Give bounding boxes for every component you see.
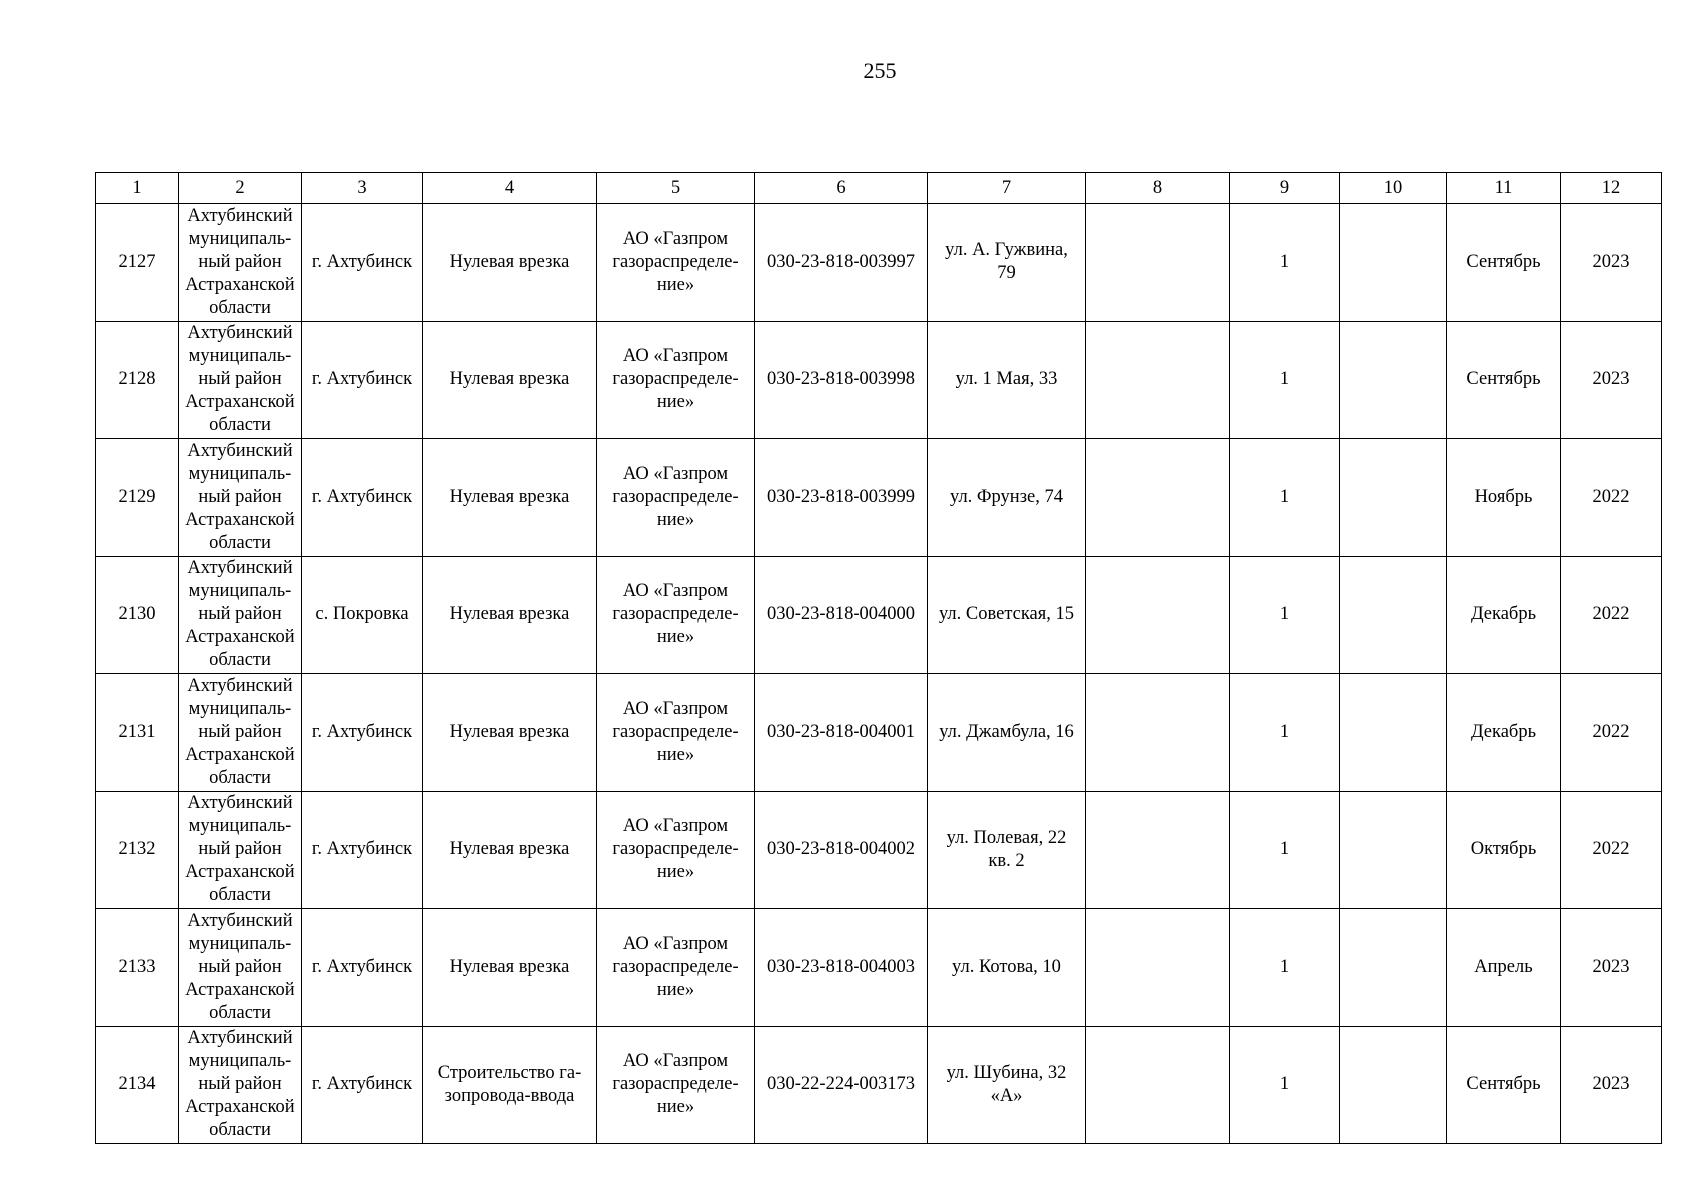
cell-month: Октябрь xyxy=(1447,791,1561,909)
cell-year: 2022 xyxy=(1561,674,1662,792)
cell-district-line: муниципаль- xyxy=(188,933,292,954)
column-header: 6 xyxy=(755,173,928,204)
cell-district-line: области xyxy=(209,532,271,553)
cell-district-line: области xyxy=(209,1002,271,1023)
cell-organization-line: ние» xyxy=(656,274,695,295)
column-header: 11 xyxy=(1447,173,1561,204)
column-header: 12 xyxy=(1561,173,1662,204)
cell-work-type-line: Нулевая врезка xyxy=(449,721,570,742)
cell-organization xyxy=(597,204,755,322)
cell-month: Декабрь xyxy=(1447,674,1561,792)
cell-district-line: Ахтубинский xyxy=(187,793,293,814)
cell-district-line: Астраханской xyxy=(185,392,295,413)
cell-district-line: Астраханской xyxy=(185,509,295,530)
cell-col10 xyxy=(1340,321,1447,439)
cell-code: 030-23-818-004000 xyxy=(755,556,928,674)
cell-year: 2023 xyxy=(1561,1026,1662,1144)
cell-district-line: ный район xyxy=(198,369,282,390)
cell-organization-line: АО «Газпром xyxy=(622,346,729,367)
cell-district-line: ный район xyxy=(198,604,282,625)
cell-col10 xyxy=(1340,439,1447,557)
cell-locality: г. Ахтубинск xyxy=(302,321,423,439)
header-row xyxy=(96,173,1662,204)
cell-district-line: ный район xyxy=(198,486,282,507)
cell-code: 030-22-224-003173 xyxy=(755,1026,928,1144)
column-header: 2 xyxy=(179,173,302,204)
cell-quantity: 1 xyxy=(1230,439,1340,557)
cell-district-line: Ахтубинский xyxy=(187,323,293,344)
cell-address xyxy=(928,439,1086,557)
cell-district-line: области xyxy=(209,767,271,788)
cell-col8 xyxy=(1086,791,1230,909)
table-row xyxy=(96,204,1662,322)
cell-district xyxy=(179,439,302,557)
cell-month: Сентябрь xyxy=(1447,321,1561,439)
cell-district-line: ный район xyxy=(198,956,282,977)
cell-year: 2022 xyxy=(1561,556,1662,674)
cell-district xyxy=(179,909,302,1027)
cell-organization-line: газораспределе- xyxy=(612,1074,739,1095)
cell-col10 xyxy=(1340,791,1447,909)
cell-organization-line: газораспределе- xyxy=(612,721,739,742)
cell-district-line: муниципаль- xyxy=(188,816,292,837)
cell-organization-line: АО «Газпром xyxy=(622,816,729,837)
cell-locality: г. Ахтубинск xyxy=(302,439,423,557)
cell-address xyxy=(928,321,1086,439)
cell-organization-line: ние» xyxy=(656,862,695,883)
cell-work-type-line: Нулевая врезка xyxy=(449,956,570,977)
table-row xyxy=(96,321,1662,439)
cell-district-line: муниципаль- xyxy=(188,698,292,719)
cell-organization-line: ние» xyxy=(656,392,695,413)
cell-col10 xyxy=(1340,204,1447,322)
cell-district-line: Ахтубинский xyxy=(187,1028,293,1049)
table-row xyxy=(96,909,1662,1027)
cell-district-line: области xyxy=(209,1120,271,1141)
cell-locality: г. Ахтубинск xyxy=(302,1026,423,1144)
cell-address-line: ул. Полевая, 22 xyxy=(946,827,1067,848)
cell-col8 xyxy=(1086,1026,1230,1144)
column-header: 4 xyxy=(423,173,597,204)
column-header: 10 xyxy=(1340,173,1447,204)
cell-work-type-line: Нулевая врезка xyxy=(449,486,570,507)
cell-district xyxy=(179,321,302,439)
cell-district xyxy=(179,204,302,322)
cell-quantity: 1 xyxy=(1230,791,1340,909)
cell-district-line: муниципаль- xyxy=(188,346,292,367)
table-row xyxy=(96,439,1662,557)
cell-locality: г. Ахтубинск xyxy=(302,909,423,1027)
cell-locality: г. Ахтубинск xyxy=(302,791,423,909)
cell-quantity: 1 xyxy=(1230,1026,1340,1144)
cell-organization xyxy=(597,791,755,909)
cell-organization-line: газораспределе- xyxy=(612,604,739,625)
cell-address-line: кв. 2 xyxy=(988,850,1025,871)
cell-district-line: ный район xyxy=(198,721,282,742)
cell-district-line: Астраханской xyxy=(185,627,295,648)
cell-district-line: Ахтубинский xyxy=(187,910,293,931)
cell-number: 2131 xyxy=(96,674,179,792)
cell-organization-line: АО «Газпром xyxy=(622,698,729,719)
cell-work-type-line: Нулевая врезка xyxy=(449,251,570,272)
cell-month: Апрель xyxy=(1447,909,1561,1027)
cell-address-line: 79 xyxy=(997,263,1016,284)
column-header: 8 xyxy=(1086,173,1230,204)
cell-district-line: области xyxy=(209,885,271,906)
cell-year: 2023 xyxy=(1561,909,1662,1027)
cell-year: 2022 xyxy=(1561,791,1662,909)
cell-organization-line: АО «Газпром xyxy=(622,933,729,954)
table-row xyxy=(96,556,1662,674)
cell-col8 xyxy=(1086,909,1230,1027)
table-body xyxy=(96,204,1662,1144)
cell-col10 xyxy=(1340,556,1447,674)
cell-address xyxy=(928,674,1086,792)
cell-district-line: Астраханской xyxy=(185,1097,295,1118)
table-row xyxy=(96,674,1662,792)
cell-code: 030-23-818-004002 xyxy=(755,791,928,909)
cell-district-line: Ахтубинский xyxy=(187,440,293,461)
cell-address xyxy=(928,556,1086,674)
cell-address-line: ул. Советская, 15 xyxy=(938,604,1075,625)
cell-locality: г. Ахтубинск xyxy=(302,674,423,792)
cell-district-line: муниципаль- xyxy=(188,1051,292,1072)
cell-code: 030-23-818-004001 xyxy=(755,674,928,792)
cell-work-type xyxy=(423,1026,597,1144)
cell-col8 xyxy=(1086,674,1230,792)
cell-address-line: ул. А. Гужвина, xyxy=(945,240,1068,261)
cell-address-line: ул. Фрунзе, 74 xyxy=(950,486,1063,507)
cell-organization-line: газораспределе- xyxy=(612,486,739,507)
cell-address xyxy=(928,909,1086,1027)
cell-work-type-line: Нулевая врезка xyxy=(449,839,570,860)
cell-address xyxy=(928,791,1086,909)
cell-district-line: Астраханской xyxy=(185,979,295,1000)
cell-number: 2133 xyxy=(96,909,179,1027)
cell-organization-line: АО «Газпром xyxy=(622,581,729,602)
cell-quantity: 1 xyxy=(1230,321,1340,439)
cell-organization-line: ние» xyxy=(656,1097,695,1118)
cell-organization xyxy=(597,674,755,792)
cell-address xyxy=(928,204,1086,322)
cell-work-type-line: Строительство га- xyxy=(437,1062,582,1083)
cell-district xyxy=(179,1026,302,1144)
cell-quantity: 1 xyxy=(1230,674,1340,792)
cell-col10 xyxy=(1340,909,1447,1027)
page-number: 255 xyxy=(863,58,897,83)
cell-organization xyxy=(597,556,755,674)
cell-work-type xyxy=(423,674,597,792)
column-header: 3 xyxy=(302,173,423,204)
cell-district xyxy=(179,556,302,674)
cell-number: 2134 xyxy=(96,1026,179,1144)
cell-col8 xyxy=(1086,556,1230,674)
column-header: 5 xyxy=(597,173,755,204)
column-header: 1 xyxy=(96,173,179,204)
cell-organization xyxy=(597,439,755,557)
cell-district-line: ный район xyxy=(198,251,282,272)
cell-organization-line: ние» xyxy=(656,509,695,530)
cell-organization-line: газораспределе- xyxy=(612,839,739,860)
cell-work-type xyxy=(423,556,597,674)
cell-organization xyxy=(597,909,755,1027)
cell-district-line: Ахтубинский xyxy=(187,205,293,226)
cell-year: 2023 xyxy=(1561,321,1662,439)
cell-organization-line: газораспределе- xyxy=(612,369,739,390)
cell-col10 xyxy=(1340,1026,1447,1144)
cell-district-line: ный район xyxy=(198,1074,282,1095)
cell-district-line: Астраханской xyxy=(185,274,295,295)
cell-organization-line: газораспределе- xyxy=(612,251,739,272)
cell-district-line: Астраханской xyxy=(185,744,295,765)
cell-district-line: Астраханской xyxy=(185,862,295,883)
cell-district-line: области xyxy=(209,650,271,671)
cell-address-line: ул. 1 Мая, 33 xyxy=(955,369,1058,390)
cell-address-line: ул. Шубина, 32 xyxy=(946,1062,1067,1083)
column-header: 9 xyxy=(1230,173,1340,204)
column-header: 7 xyxy=(928,173,1086,204)
cell-organization-line: АО «Газпром xyxy=(622,228,729,249)
cell-organization-line: ние» xyxy=(656,744,695,765)
data-table xyxy=(95,172,1662,1144)
cell-district-line: области xyxy=(209,297,271,318)
cell-organization-line: АО «Газпром xyxy=(622,463,729,484)
cell-col8 xyxy=(1086,321,1230,439)
cell-code: 030-23-818-003998 xyxy=(755,321,928,439)
cell-code: 030-23-818-003999 xyxy=(755,439,928,557)
cell-number: 2127 xyxy=(96,204,179,322)
cell-locality: г. Ахтубинск xyxy=(302,204,423,322)
table-row xyxy=(96,1026,1662,1144)
cell-year: 2023 xyxy=(1561,204,1662,322)
cell-organization-line: АО «Газпром xyxy=(622,1051,729,1072)
cell-district-line: ный район xyxy=(198,839,282,860)
cell-col8 xyxy=(1086,204,1230,322)
cell-address xyxy=(928,1026,1086,1144)
cell-month: Декабрь xyxy=(1447,556,1561,674)
cell-work-type xyxy=(423,791,597,909)
cell-work-type xyxy=(423,204,597,322)
cell-work-type-line: Нулевая врезка xyxy=(449,604,570,625)
cell-district-line: муниципаль- xyxy=(188,228,292,249)
cell-month: Ноябрь xyxy=(1447,439,1561,557)
cell-organization-line: ние» xyxy=(656,979,695,1000)
cell-district-line: Ахтубинский xyxy=(187,558,293,579)
cell-code: 030-23-818-003997 xyxy=(755,204,928,322)
cell-work-type-line: зопровода-ввода xyxy=(444,1085,575,1106)
cell-address-line: ул. Котова, 10 xyxy=(952,956,1061,977)
cell-month: Сентябрь xyxy=(1447,1026,1561,1144)
cell-number: 2132 xyxy=(96,791,179,909)
cell-quantity: 1 xyxy=(1230,204,1340,322)
cell-number: 2128 xyxy=(96,321,179,439)
cell-organization-line: газораспределе- xyxy=(612,956,739,977)
cell-col8 xyxy=(1086,439,1230,557)
cell-address-line: «А» xyxy=(990,1085,1023,1106)
cell-locality: с. Покровка xyxy=(302,556,423,674)
cell-col10 xyxy=(1340,674,1447,792)
cell-year: 2022 xyxy=(1561,439,1662,557)
cell-number: 2130 xyxy=(96,556,179,674)
cell-quantity: 1 xyxy=(1230,909,1340,1027)
cell-code: 030-23-818-004003 xyxy=(755,909,928,1027)
table-row xyxy=(96,791,1662,909)
cell-month: Сентябрь xyxy=(1447,204,1561,322)
cell-organization xyxy=(597,321,755,439)
cell-address-line: ул. Джамбула, 16 xyxy=(939,721,1074,742)
cell-work-type xyxy=(423,439,597,557)
cell-quantity: 1 xyxy=(1230,556,1340,674)
cell-work-type xyxy=(423,909,597,1027)
cell-district-line: Ахтубинский xyxy=(187,675,293,696)
cell-district-line: области xyxy=(209,415,271,436)
cell-district-line: муниципаль- xyxy=(188,581,292,602)
cell-organization xyxy=(597,1026,755,1144)
cell-district-line: муниципаль- xyxy=(188,463,292,484)
cell-district xyxy=(179,791,302,909)
cell-district xyxy=(179,674,302,792)
cell-organization-line: ние» xyxy=(656,627,695,648)
cell-work-type xyxy=(423,321,597,439)
cell-work-type-line: Нулевая врезка xyxy=(449,369,570,390)
cell-number: 2129 xyxy=(96,439,179,557)
